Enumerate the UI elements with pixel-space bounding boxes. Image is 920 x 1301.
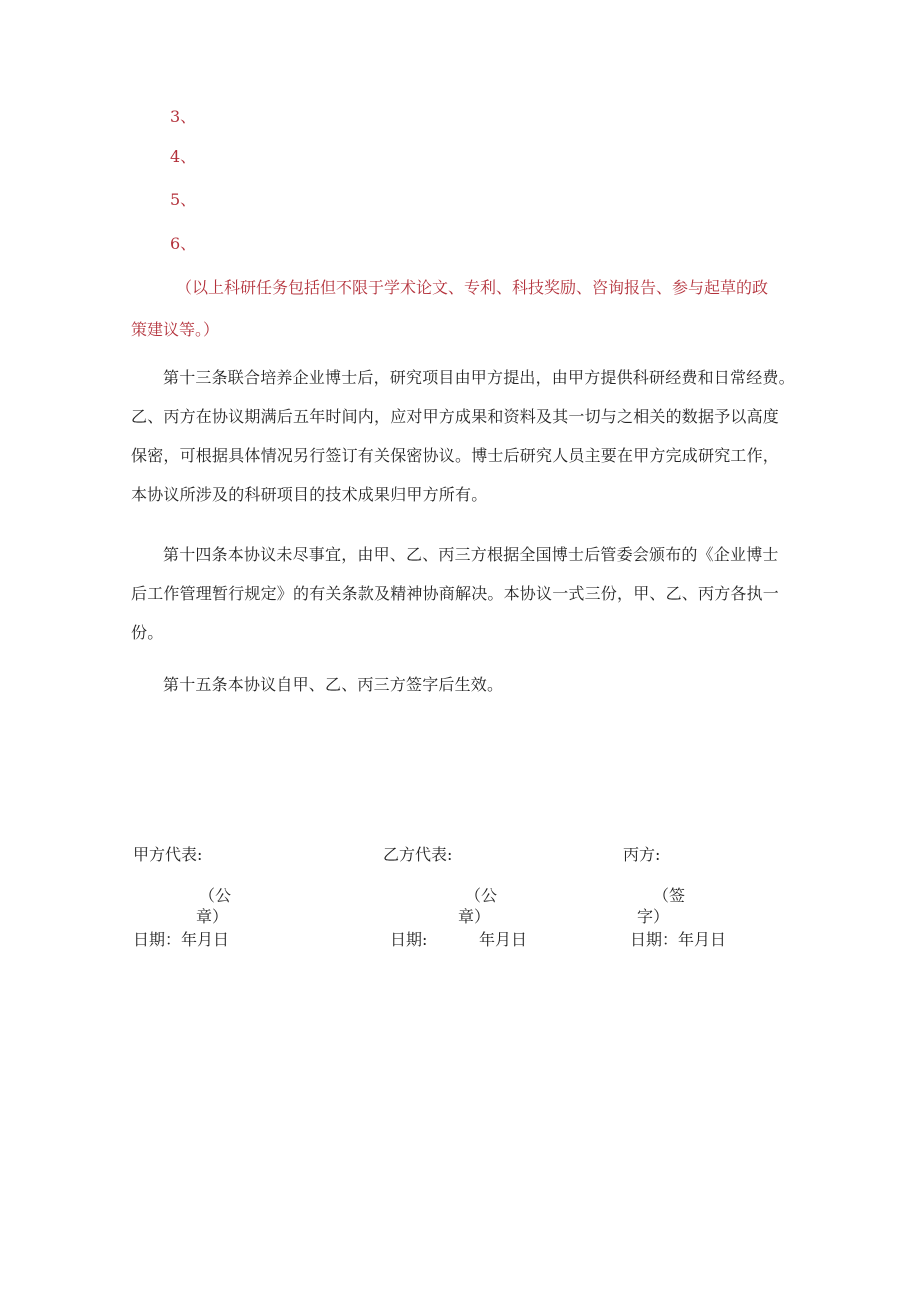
article-14-line-1: 第十四条本协议未尽事宜，由甲、乙、丙三方根据全国博士后管委会颁布的《企业博士 bbox=[163, 545, 779, 564]
article-14-line-2: 后工作管理暂行规定》的有关条款及精神协商解决。本协议一式三份，甲、乙、丙方各执一 bbox=[131, 584, 780, 603]
party-c-date bbox=[630, 930, 726, 950]
party-c-seal-line-1: （签 bbox=[653, 886, 686, 905]
party-a-date-value: 年月日 bbox=[181, 930, 230, 949]
article-13 bbox=[131, 358, 821, 514]
party-b-date-value: 年月日 bbox=[479, 930, 528, 949]
party-c-label: 丙方: bbox=[623, 845, 661, 864]
party-b-seal-line-1: （公 bbox=[465, 886, 498, 905]
list-item-5: 5、 bbox=[170, 190, 197, 209]
article-13-line-1: 第十三条联合培养企业博士后，研究项目由甲方提出，由甲方提供科研经费和日常经费。 bbox=[163, 368, 795, 387]
party-b-date-label: 日期: bbox=[390, 930, 428, 949]
party-a-seal-line-2: 章） bbox=[196, 907, 229, 926]
party-b-seal-line-2: 章） bbox=[458, 907, 491, 926]
article-13-line-4: 本协议所涉及的科研项目的技术成果归甲方所有。 bbox=[131, 485, 488, 504]
party-a-label: 甲方代表: bbox=[133, 845, 203, 864]
article-13-line-2: 乙、丙方在协议期满后五年时间内，应对甲方成果和资料及其一切与之相关的数据予以高度 bbox=[131, 407, 780, 426]
research-note-line-2: 策建议等。） bbox=[131, 320, 220, 339]
party-c-seal-line-2: 字） bbox=[637, 907, 670, 926]
article-13-line-3: 保密，可根据具体情况另行签订有关保密协议。博士后研究人员主要在甲方完成研究工作， bbox=[131, 446, 780, 465]
party-b-label: 乙方代表: bbox=[383, 845, 453, 864]
research-note-line-1: （以上科研任务包括但不限于学术论文、专利、科技奖励、咨询报告、参与起草的政 bbox=[176, 278, 769, 297]
article-15-line-1: 第十五条本协议自甲、乙、丙三方签字后生效。 bbox=[163, 675, 504, 694]
list-item-3: 3、 bbox=[170, 107, 197, 126]
article-14-line-3: 份。 bbox=[131, 623, 164, 642]
party-a-seal-line-1: （公 bbox=[199, 886, 232, 905]
party-c-date-label: 日期： bbox=[630, 930, 679, 949]
article-15 bbox=[131, 665, 821, 704]
list-item-4: 4、 bbox=[170, 147, 197, 166]
article-14 bbox=[131, 535, 821, 652]
party-c-date-value: 年月日 bbox=[678, 930, 727, 949]
list-item-6: 6、 bbox=[170, 234, 197, 253]
party-a-date-label: 日期： bbox=[133, 930, 182, 949]
party-a-date bbox=[133, 930, 229, 950]
